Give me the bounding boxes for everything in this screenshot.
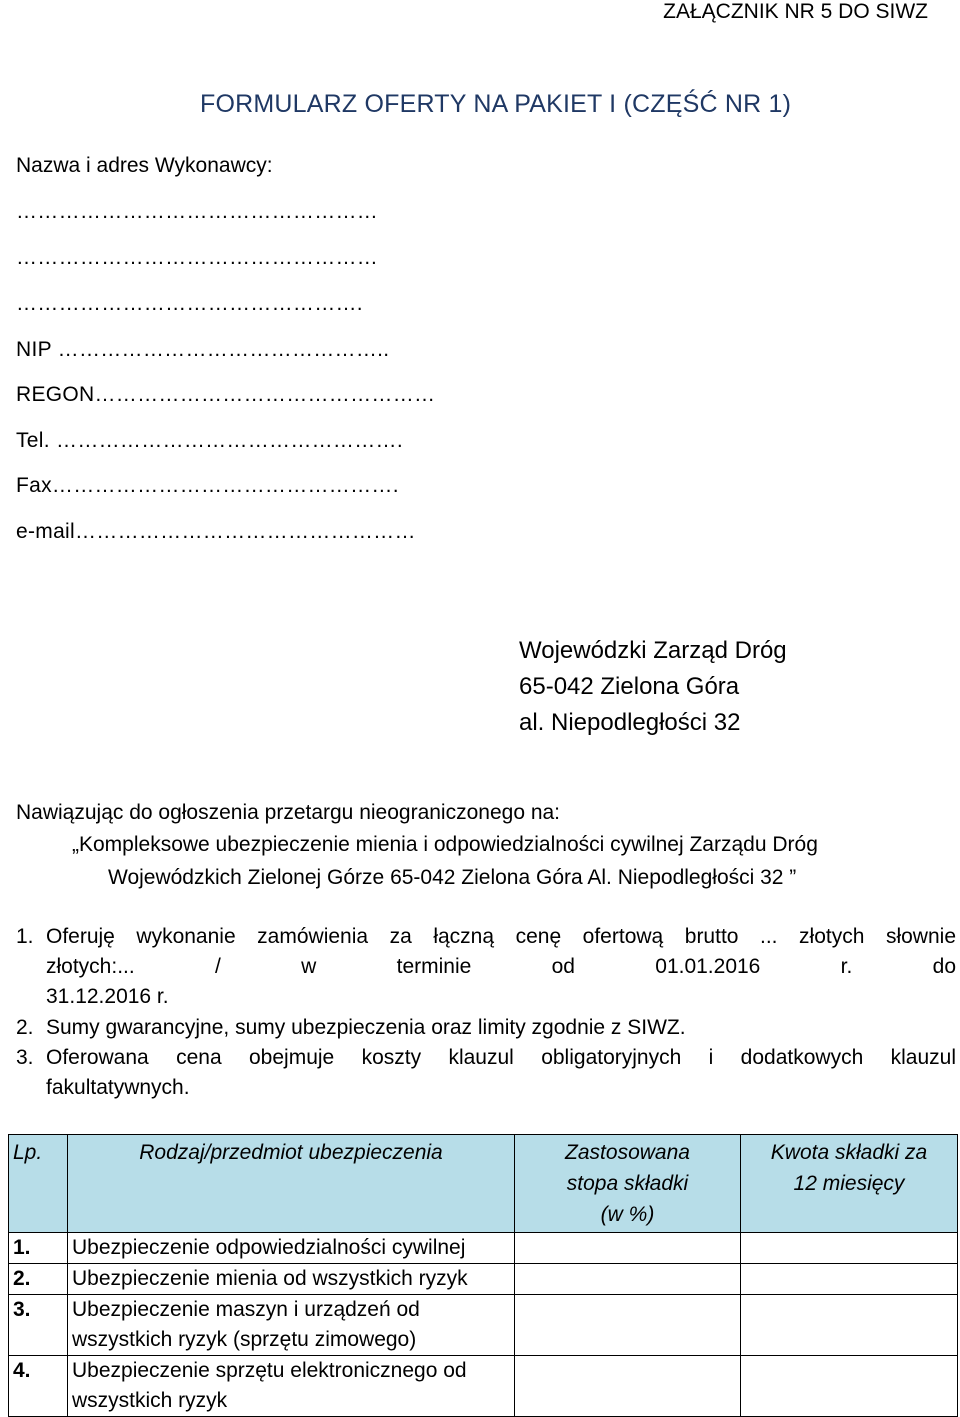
subject-line-2: Wojewódzkich Zielonej Górze 65-042 Zielona Góra Al. Niepodległości 32 ” <box>108 866 797 889</box>
row-number: 4. <box>9 1356 68 1417</box>
row-rate-cell[interactable] <box>515 1356 741 1417</box>
row-number: 1. <box>9 1233 68 1264</box>
row-type-line-1: Ubezpieczenie mienia od wszystkich ryzyk <box>72 1267 468 1290</box>
point-1-number: 1. <box>16 925 34 948</box>
header-rate <box>515 1135 741 1233</box>
row-premium-cell[interactable] <box>741 1356 958 1417</box>
point-2-text: Sumy gwarancyjne, sumy ubezpieczenia oraz limity zgodnie z SIWZ. <box>46 1016 686 1039</box>
row-premium-cell[interactable] <box>741 1264 958 1295</box>
nip-field: NIP ……………………………………….. <box>16 338 390 361</box>
recipient-city: 65-042 Zielona Góra <box>519 673 740 700</box>
contractor-heading: Nazwa i adres Wykonawcy: <box>16 154 273 177</box>
contractor-name-line: …………………………………………… <box>16 200 379 223</box>
row-type-line-2: wszystkich ryzyk (sprzętu zimowego) <box>72 1328 417 1351</box>
header-rate-line-3: (w %) <box>600 1203 655 1226</box>
table-row <box>9 1295 958 1356</box>
row-rate-cell[interactable] <box>515 1233 741 1264</box>
row-premium-cell[interactable] <box>741 1295 958 1356</box>
regon-field: REGON………………………………………… <box>16 383 436 406</box>
contractor-address-line-2: …………………………………………. <box>16 292 363 315</box>
header-premium-line-1: Kwota składki za <box>770 1141 928 1164</box>
point-3-line-1: Oferowana cena obejmuje koszty klauzul obligatoryjnych i dodatkowych klauzul <box>46 1046 956 1069</box>
row-number: 3. <box>9 1295 68 1356</box>
row-type-line-2: wszystkich ryzyk <box>72 1389 228 1412</box>
point-2-number: 2. <box>16 1016 34 1039</box>
table-row <box>9 1233 958 1264</box>
header-rate-line-2: stopa składki <box>566 1172 689 1195</box>
point-3-number: 3. <box>16 1046 34 1069</box>
row-premium-cell[interactable] <box>741 1233 958 1264</box>
attachment-label: ZAŁĄCZNIK NR 5 DO SIWZ <box>663 0 928 23</box>
table-row <box>9 1264 958 1295</box>
intro-text: Nawiązując do ogłoszenia przetargu nieograniczonego na: <box>16 801 561 824</box>
row-type-line-1: Ubezpieczenie maszyn i urządzeń od <box>72 1298 420 1321</box>
row-insurance-type <box>68 1233 515 1264</box>
header-insurance-type: Rodzaj/przedmiot ubezpieczenia <box>68 1135 515 1233</box>
row-rate-cell[interactable] <box>515 1264 741 1295</box>
point-1-line-2: złotych:... / w terminie od 01.01.2016 r. do <box>46 955 956 978</box>
table-row <box>9 1356 958 1417</box>
header-premium-line-2: 12 miesięcy <box>793 1172 905 1195</box>
contractor-address-line-1: …………………………………………… <box>16 246 379 269</box>
tel-field: Tel. …………………………………………. <box>16 429 403 452</box>
row-insurance-type <box>68 1295 515 1356</box>
email-field: e-mail………………………………………… <box>16 520 416 543</box>
fax-field: Fax…………………………………………. <box>16 474 399 497</box>
recipient-name: Wojewódzki Zarząd Dróg <box>519 637 787 664</box>
recipient-street: al. Niepodległości 32 <box>519 709 741 736</box>
point-1-line-3: 31.12.2016 r. <box>46 985 169 1008</box>
header-lp: Lp. <box>9 1135 68 1233</box>
row-insurance-type <box>68 1264 515 1295</box>
row-type-line-1: Ubezpieczenie sprzętu elektronicznego od <box>72 1359 467 1382</box>
row-rate-cell[interactable] <box>515 1295 741 1356</box>
header-rate-line-1: Zastosowana <box>565 1141 690 1164</box>
header-premium <box>741 1135 958 1233</box>
insurance-table <box>8 1134 958 1417</box>
table-header-row <box>9 1135 958 1233</box>
point-1-line-1: Oferuję wykonanie zamówienia za łączną cenę ofertową brutto ... złotych słownie <box>46 925 956 948</box>
row-number: 2. <box>9 1264 68 1295</box>
subject-line-1: „Kompleksowe ubezpieczenie mienia i odpowiedzialności cywilnej Zarządu Dróg <box>72 833 818 856</box>
row-type-line-1: Ubezpieczenie odpowiedzialności cywilnej <box>72 1236 466 1259</box>
form-title: FORMULARZ OFERTY NA PAKIET I (CZĘŚĆ NR 1) <box>200 90 792 118</box>
point-3-line-2: fakultatywnych. <box>46 1076 190 1099</box>
row-insurance-type <box>68 1356 515 1417</box>
